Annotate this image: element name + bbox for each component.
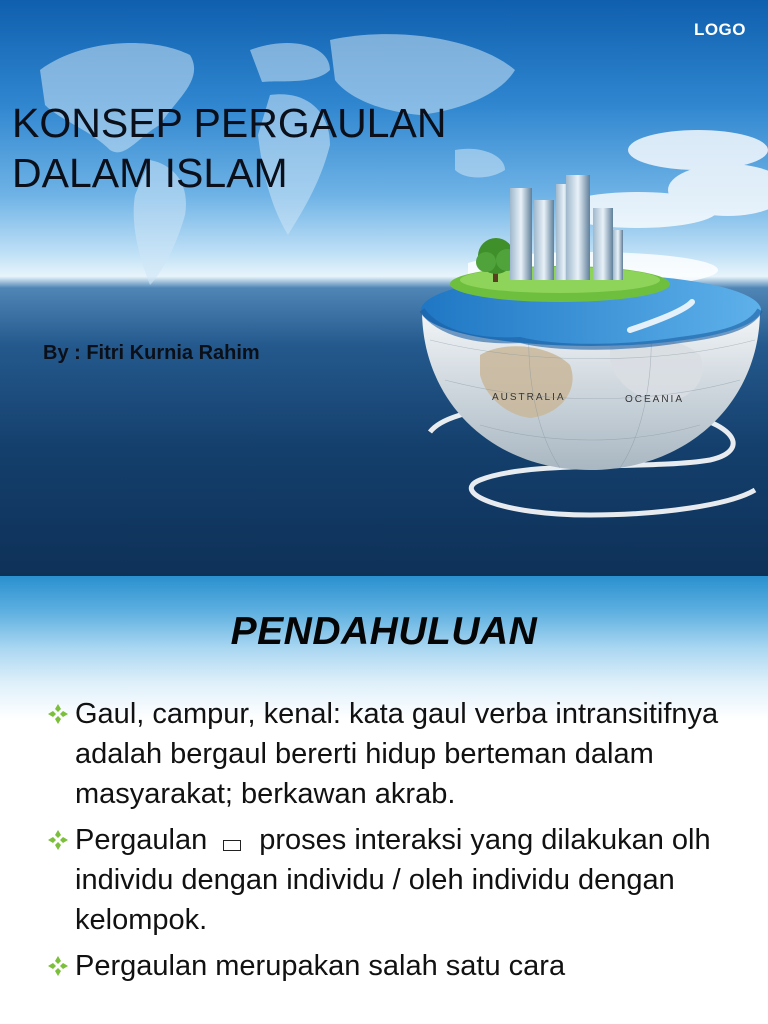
globe-label-australia: AUSTRALIA bbox=[492, 392, 566, 403]
bullet-item-3 bbox=[46, 946, 736, 986]
bullet-text: Pergaulan merupakan salah satu cara bbox=[75, 950, 566, 982]
placeholder-symbol-icon bbox=[223, 840, 241, 851]
bullet-list bbox=[46, 694, 736, 992]
globe-label-oceania: OCEANIA bbox=[625, 394, 685, 405]
bullet-text-before: Pergaulan bbox=[75, 824, 208, 856]
diamond-bullet-icon bbox=[46, 828, 70, 852]
title-line-2: DALAM ISLAM bbox=[12, 150, 288, 196]
author-subtitle: By : Fitri Kurnia Rahim bbox=[43, 342, 260, 364]
globe-city-illustration bbox=[410, 170, 768, 530]
content-slide bbox=[0, 576, 768, 1024]
bullet-text-after: proses interaksi yang dilakukan olh individu dengan individu / oleh individu dengan kelompok. bbox=[75, 824, 711, 936]
logo: LOGO bbox=[693, 20, 746, 39]
diamond-bullet-icon bbox=[46, 954, 70, 978]
bullet-text: Gaul, campur, kenal: kata gaul verba intransitifnya adalah bergaul bererti hidup berteman dalam masyarakat; berkawan akrab. bbox=[75, 698, 719, 810]
bullet-item-1 bbox=[46, 694, 736, 814]
title-line-1: KONSEP PERGAULAN bbox=[12, 100, 447, 146]
bullet-item-2 bbox=[46, 820, 736, 940]
section-title: PENDAHULUAN bbox=[230, 610, 538, 653]
diamond-bullet-icon bbox=[46, 702, 70, 726]
